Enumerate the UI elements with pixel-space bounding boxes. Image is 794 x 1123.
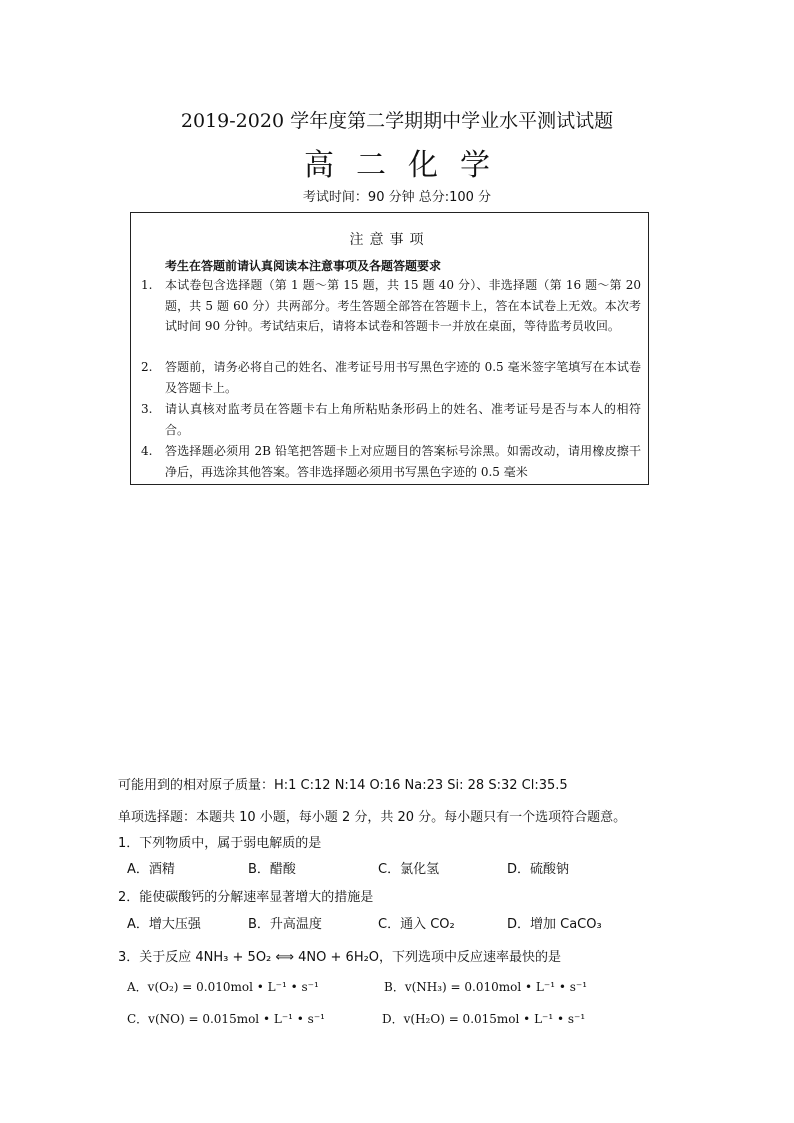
notice-item-number: 4.: [141, 444, 153, 458]
exam-info: 考试时间：90 分钟 总分:100 分: [302, 190, 492, 205]
question-2-stem: 2．能使碳酸钙的分解速率显著增大的措施是: [118, 890, 374, 905]
question-1-stem: 1．下列物质中，属于弱电解质的是: [118, 836, 322, 851]
notice-item-text: 答题前，请务必将自己的姓名、准考证号用书写黑色字迹的 0.5 毫米签字笔填写在本试卷及答题卡上。: [165, 360, 641, 395]
question-3-option-b: B．v(NH₃) = 0.010mol • L⁻¹ • s⁻¹: [384, 980, 588, 994]
question-3-option-c: C．v(NO) = 0.015mol • L⁻¹ • s⁻¹: [127, 1012, 325, 1026]
question-2-option-d: D．增加 CaCO₃: [507, 917, 602, 932]
relative-atomic-masses: 可能用到的相对原子质量：H:1 C:12 N:14 O:16 Na:23 Si: 28 S:32 Cl:35.5: [118, 778, 568, 793]
section-instructions: 单项选择题：本题共 10 小题，每小题 2 分，共 20 分。每小题只有一个选项符合题意。: [118, 810, 627, 825]
notice-item: [141, 441, 641, 482]
question-2-option-a: A．增大压强: [127, 917, 201, 932]
notice-item-text: 本试卷包含选择题（第 1 题～第 15 题，共 15 题 40 分）、非选择题（第 16 题～第 20 题，共 5 题 60 分）共两部分。考生答题全部答在答题卡上，答在本试卷上无效。本次考试时间 90 分钟。考试结束后，请将本试卷和答题卡一并放在桌面，等待监考员收回。: [165, 278, 641, 333]
question-1-option-a: A．酒精: [127, 862, 175, 877]
question-1-option-c: C．氯化氢: [378, 862, 440, 877]
exam-title: 2019-2020 学年度第二学期期中学业水平测试试题: [180, 110, 614, 132]
notice-subheading: 考生在答题前请认真阅读本注意事项及各题答题要求: [165, 259, 442, 273]
notice-box: [130, 212, 649, 485]
notice-item: [141, 399, 641, 440]
question-3-option-a: A．v(O₂) = 0.010mol • L⁻¹ • s⁻¹: [127, 980, 319, 994]
notice-item: [141, 357, 641, 398]
question-2-option-c: C．通入 CO₂: [378, 917, 455, 932]
notice-item-number: 1.: [141, 278, 153, 292]
question-3-stem: 3．关于反应 4NH₃ + 5O₂ ⟺ 4NO + 6H₂O，下列选项中反应速率最快的是: [118, 950, 562, 965]
notice-item-number: 3.: [141, 402, 153, 416]
notice-item: [141, 275, 641, 337]
notice-item-text: 答选择题必须用 2B 铅笔把答题卡上对应题目的答案标号涂黑。如需改动，请用橡皮擦干净后，再选涂其他答案。答非选择题必须用书写黑色字迹的 0.5 毫米: [165, 444, 641, 479]
question-1-option-d: D．硫酸钠: [507, 862, 570, 877]
question-1-option-b: B．醋酸: [248, 862, 296, 877]
notice-heading: 注意事项: [349, 232, 430, 248]
question-3-option-d: D．v(H₂O) = 0.015mol • L⁻¹ • s⁻¹: [382, 1012, 586, 1026]
question-2-option-b: B．升高温度: [248, 917, 322, 932]
notice-item-text: 请认真核对监考员在答题卡右上角所粘贴条形码上的姓名、准考证号是否与本人的相符合。: [165, 402, 641, 437]
subject-title: 高二化学: [304, 148, 512, 183]
notice-item-number: 2.: [141, 360, 153, 374]
